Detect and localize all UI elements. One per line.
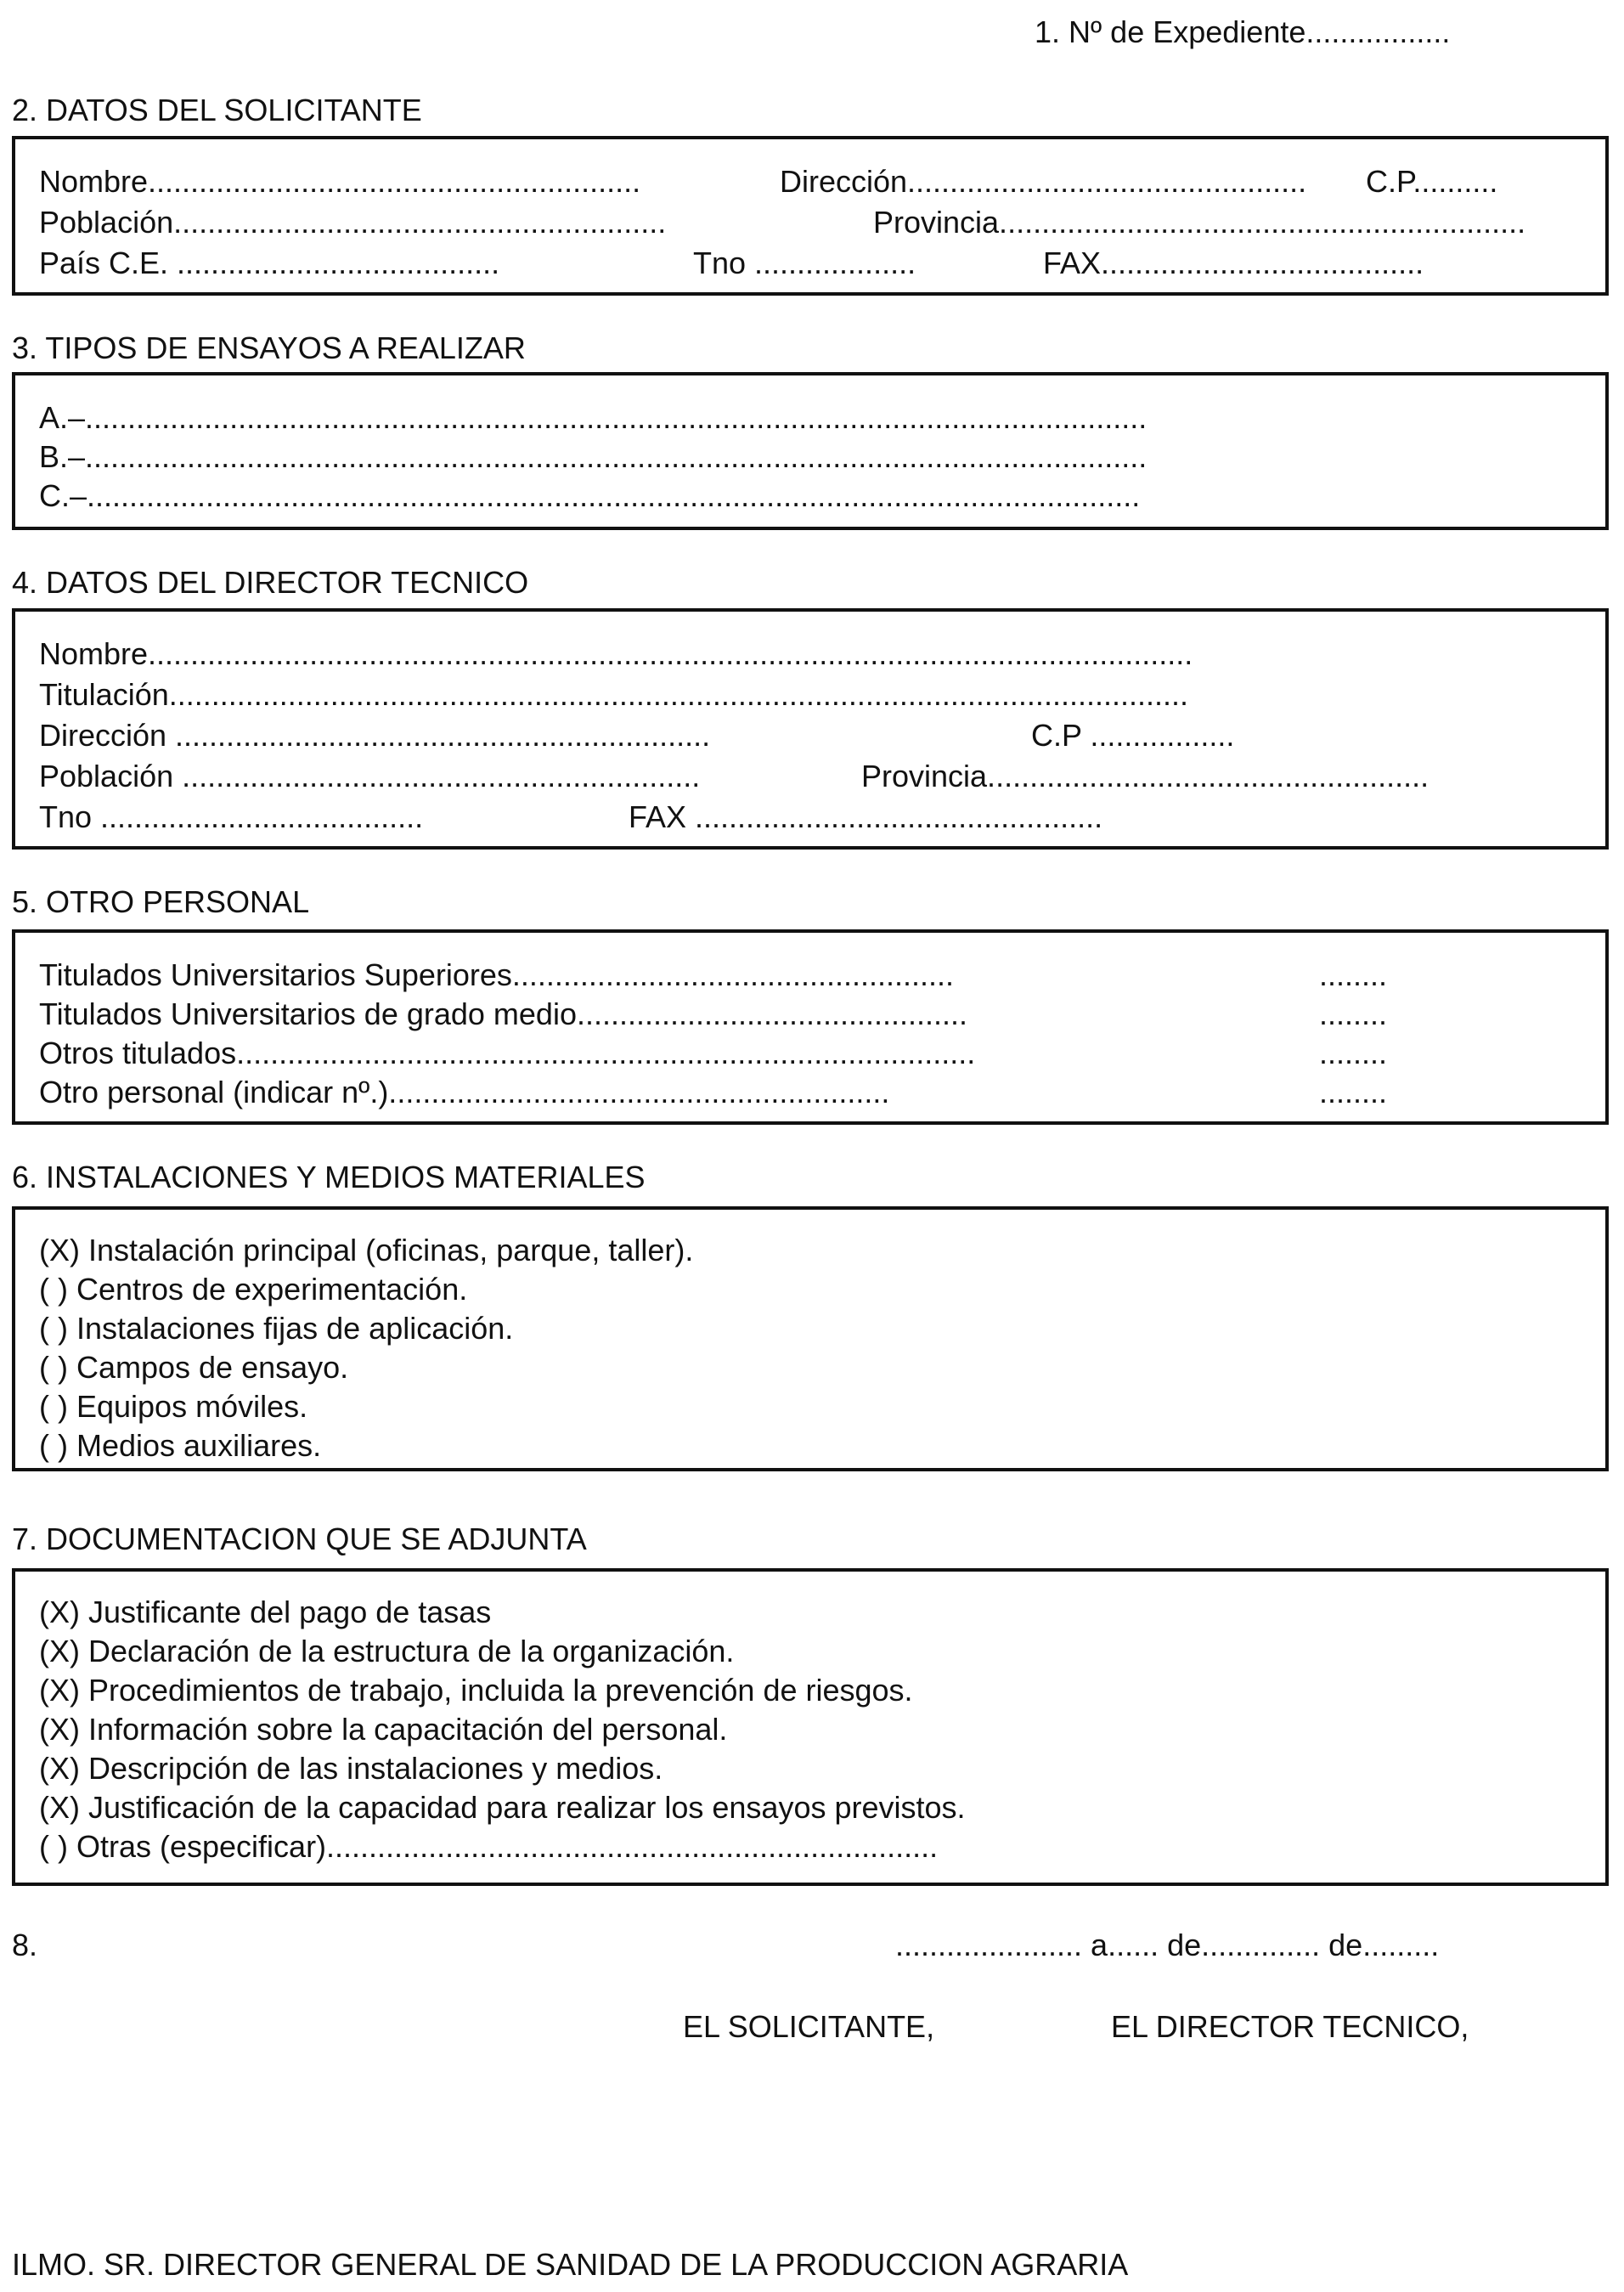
personal-superiores-count: ........ bbox=[1319, 957, 1388, 992]
documento-item: (X) Justificación de la capacidad para realizar los ensayos previstos. bbox=[39, 1790, 966, 1825]
solicitante-fax-field: FAX...................................... bbox=[1043, 246, 1424, 280]
section-5-box bbox=[12, 929, 1609, 1125]
section-2-box bbox=[12, 136, 1609, 296]
director-signature-label: EL DIRECTOR TECNICO, bbox=[1111, 2009, 1469, 2044]
solicitante-direccion-field: Dirección............................................... bbox=[780, 164, 1307, 199]
ensayo-b-field: B.–............................................................................................................................. bbox=[39, 439, 1148, 474]
section-6-title: 6. INSTALACIONES Y MEDIOS MATERIALES bbox=[12, 1160, 646, 1194]
personal-grado-medio-label: Titulados Universitarios de grado medio.............................................. bbox=[39, 996, 968, 1031]
director-cp-field: C.P ................. bbox=[1031, 718, 1235, 753]
documento-item: (X) Justificante del pago de tasas bbox=[39, 1595, 492, 1629]
ensayo-a-field: A.–............................................................................................................................. bbox=[39, 400, 1148, 435]
section-3-title: 3. TIPOS DE ENSAYOS A REALIZAR bbox=[12, 330, 526, 365]
addressee: ILMO. SR. DIRECTOR GENERAL DE SANIDAD DE LA PRODUCCION AGRARIA bbox=[12, 2247, 1129, 2282]
personal-superiores-label: Titulados Universitarios Superiores.................................................... bbox=[39, 957, 954, 992]
instalacion-item: ( ) Equipos móviles. bbox=[39, 1389, 308, 1424]
director-titulacion-field: Titulación........................................................................................................................ bbox=[39, 677, 1188, 712]
director-nombre-field: Nombre........................................................................................................................... bbox=[39, 636, 1193, 671]
documento-item: (X) Descripción de las instalaciones y medios. bbox=[39, 1751, 663, 1786]
director-tno-field: Tno ...................................... bbox=[39, 799, 424, 834]
documento-item: (X) Procedimientos de trabajo, incluida la prevención de riesgos. bbox=[39, 1673, 913, 1708]
instalacion-item: ( ) Medios auxiliares. bbox=[39, 1428, 322, 1463]
ensayo-c-field: C.–............................................................................................................................ bbox=[39, 478, 1141, 513]
documento-item: ( ) Otras (especificar)........................................................................ bbox=[39, 1829, 939, 1864]
solicitante-cp-field: C.P.......... bbox=[1366, 164, 1498, 199]
section-6-box bbox=[12, 1206, 1609, 1471]
personal-otro-count: ........ bbox=[1319, 1075, 1388, 1109]
director-direccion-field: Dirección ............................................................... bbox=[39, 718, 711, 753]
solicitante-tno-field: Tno ................... bbox=[693, 246, 916, 280]
section-4-box bbox=[12, 608, 1609, 850]
personal-grado-medio-count: ........ bbox=[1319, 996, 1388, 1031]
expediente-field: 1. Nº de Expediente................. bbox=[1035, 14, 1451, 49]
section-8-number: 8. bbox=[12, 1928, 38, 1962]
director-provincia-field: Provincia.................................................... bbox=[861, 759, 1429, 793]
director-fax-field: FAX ................................................ bbox=[629, 799, 1103, 834]
solicitante-poblacion-field: Población.......................................................... bbox=[39, 205, 667, 240]
instalacion-item: ( ) Centros de experimentación. bbox=[39, 1272, 468, 1307]
section-7-box bbox=[12, 1568, 1609, 1886]
documento-item: (X) Declaración de la estructura de la organización. bbox=[39, 1634, 735, 1668]
solicitante-pais-field: País C.E. ...................................... bbox=[39, 246, 500, 280]
personal-otro-label: Otro personal (indicar nº.)........................................................... bbox=[39, 1075, 890, 1109]
date-line: ...................... a...... de.............. de......... bbox=[895, 1928, 1440, 1962]
section-7-title: 7. DOCUMENTACION QUE SE ADJUNTA bbox=[12, 1521, 587, 1556]
director-poblacion-field: Población ............................................................. bbox=[39, 759, 701, 793]
solicitante-provincia-field: Provincia.............................................................. bbox=[873, 205, 1526, 240]
instalacion-item: ( ) Instalaciones fijas de aplicación. bbox=[39, 1311, 514, 1346]
section-4-title: 4. DATOS DEL DIRECTOR TECNICO bbox=[12, 565, 529, 600]
solicitante-signature-label: EL SOLICITANTE, bbox=[683, 2009, 935, 2044]
section-2-title: 2. DATOS DEL SOLICITANTE bbox=[12, 93, 422, 127]
personal-otros-titulados-count: ........ bbox=[1319, 1036, 1388, 1070]
section-5-title: 5. OTRO PERSONAL bbox=[12, 884, 310, 919]
section-3-box bbox=[12, 372, 1609, 530]
instalacion-item: ( ) Campos de ensayo. bbox=[39, 1350, 349, 1385]
documento-item: (X) Información sobre la capacitación del personal. bbox=[39, 1712, 728, 1747]
solicitante-nombre-field: Nombre.......................................................... bbox=[39, 164, 641, 199]
instalacion-item: (X) Instalación principal (oficinas, parque, taller). bbox=[39, 1233, 694, 1267]
personal-otros-titulados-label: Otros titulados....................................................................................... bbox=[39, 1036, 976, 1070]
